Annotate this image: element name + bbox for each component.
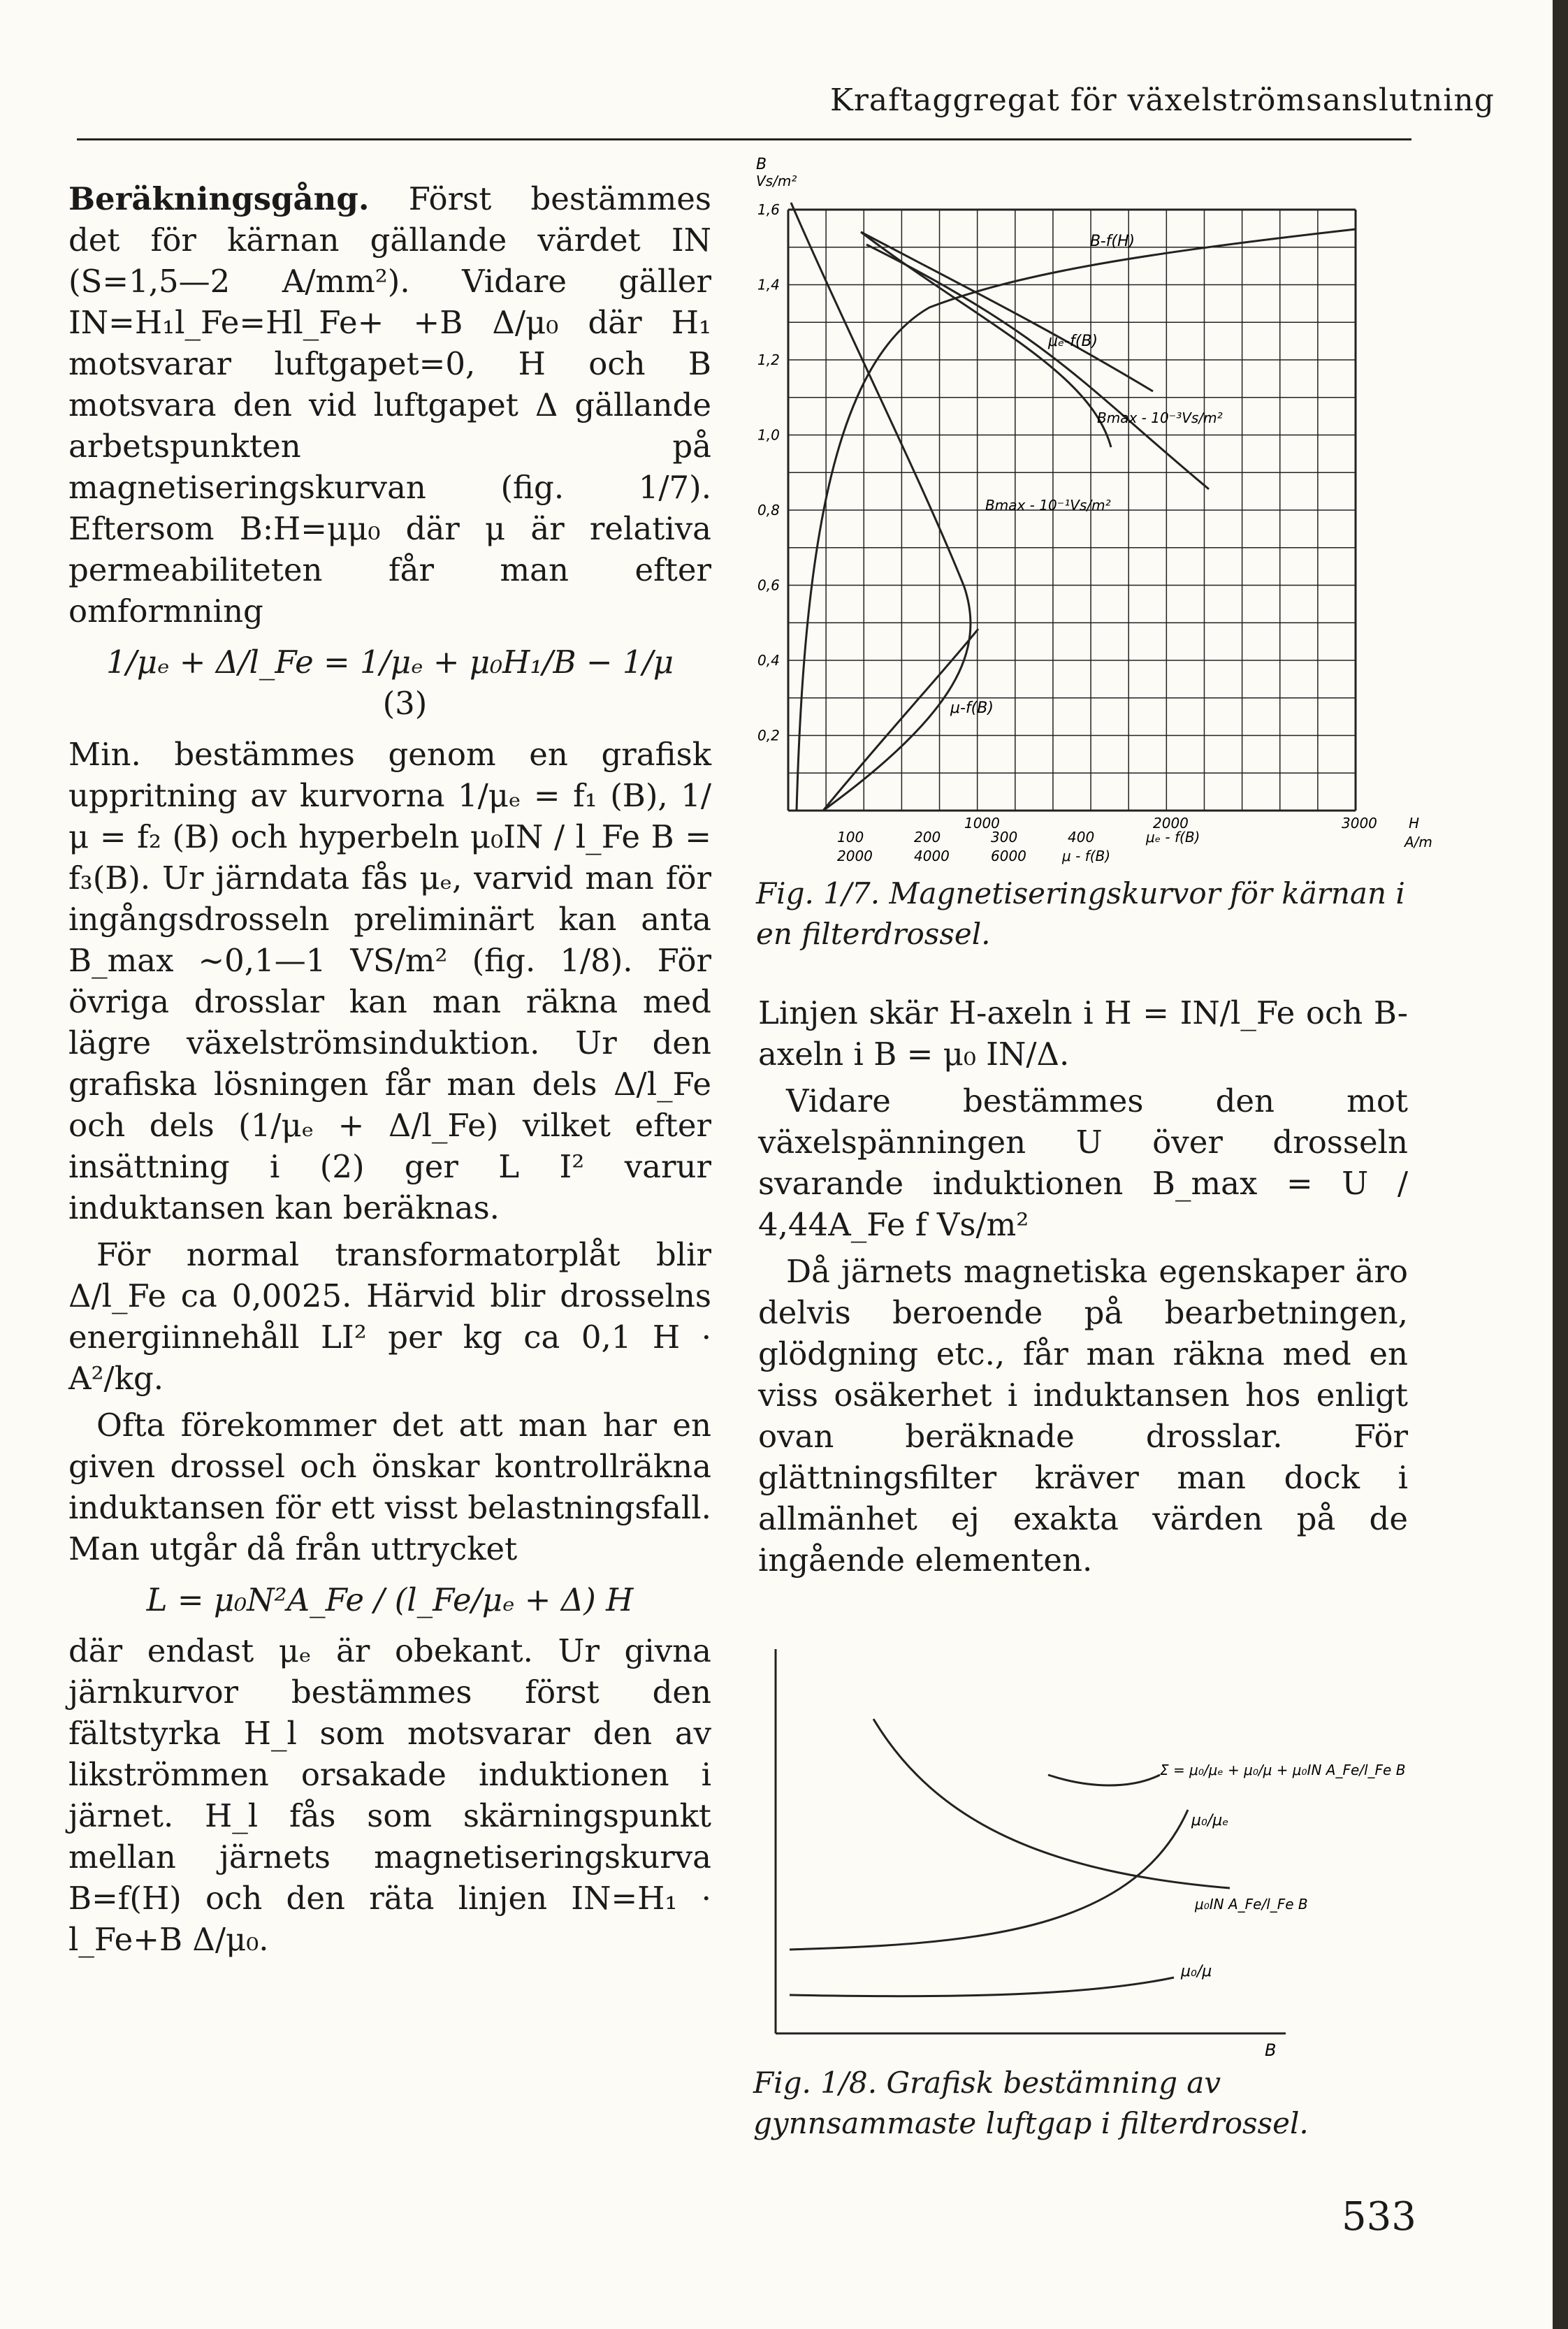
right-paragraph-3: Då järnets magnetiska egenskaper äro delvis beroende på bearbetningen, glödgning etc., får man räkna med en viss osäkerhet i induktansen hos enligt ovan beräknade drosslar. För glättningsfilter kräver man dock i allmänhet ej exakta värden på de ingående elementen. xyxy=(758,1253,1408,1579)
paragraph-1: Först bestämmes det för kärnan gällande värdet IN (S=1,5—2 A/mm²). Vidare gäller IN=H₁l_Fe=Hl_Fe+ +B Δ/μ₀ där H₁ motsvarar luftgapet=0, H och B motsvara den vid luftgapet Δ gällande arbetspunkten på magnetiseringskurvan (fig. 1/7). Eftersom B:H=μμ₀ där μ är relativa permeabiliteten får man efter omformning xyxy=(68,180,711,630)
fig17-y-tick: 1,0 xyxy=(757,426,780,444)
fig17-label-mue: μₑ-f(B) xyxy=(1048,333,1098,350)
fig18-x-axis: B xyxy=(1265,2040,1277,2060)
figure-1-7-chart xyxy=(755,154,1453,873)
fig17-y-title: B xyxy=(756,156,767,173)
right-paragraph-1: Linjen skär H-axeln i H = IN/l_Fe och B-axeln i B = μ₀ IN/Δ. xyxy=(758,994,1408,1073)
fig17-label-bh: B-f(H) xyxy=(1090,233,1135,250)
fig18-label-mu0mu: μ₀/μ xyxy=(1181,1963,1212,1980)
fig17-y-unit: Vs/m² xyxy=(756,173,797,189)
fig17-x-row2-label: μₑ - f(B) xyxy=(1146,829,1200,846)
fig17-y-tick: 1,2 xyxy=(757,351,780,368)
fig17-label-bmax1: Bmax - 10⁻¹Vs/m² xyxy=(985,497,1111,514)
fig17-x-row2-tick: 300 xyxy=(991,829,1018,846)
page-number: 533 xyxy=(1342,2194,1416,2240)
fig17-x-row3-tick: 4000 xyxy=(914,848,950,864)
fig18-caption: Fig. 1/8. Grafisk bestämning av gynnsammaste luftgap i filterdrossel. xyxy=(753,2066,1309,2140)
fig18-label-sum: Σ = μ₀/μₑ + μ₀/μ + μ₀IN A_Fe/l_Fe B xyxy=(1160,1762,1406,1778)
fig18-label-mu0mue: μ₀/μₑ xyxy=(1191,1812,1229,1829)
fig17-x-unit-bottom: A/m xyxy=(1404,834,1432,850)
left-column xyxy=(68,178,711,1966)
paragraph-3: För normal transformatorplåt blir Δ/l_Fe ca 0,0025. Härvid blir drosselns energiinnehåll LI² per kg ca 0,1 H · A²/kg. xyxy=(68,1236,711,1397)
right-column xyxy=(758,992,1408,1586)
fig17-x-tick: 1000 xyxy=(964,815,1000,832)
fig17-x-tick: 3000 xyxy=(1342,815,1377,832)
paragraph-4: Ofta förekommer det att man har en given drossel och önskar kontrollräkna induktansen för ett visst belastningsfall. Man utgår då från uttrycket xyxy=(68,1407,711,1567)
equation-L: L = μ₀N²A_Fe / (l_Fe/μₑ + Δ) H xyxy=(146,1581,634,1618)
fig17-x-row2-tick: 200 xyxy=(914,829,941,846)
paragraph-2: Min. bestämmes genom en grafisk uppritning av kurvorna 1/μₑ = f₁ (B), 1/μ = f₂ (B) och hyperbeln μ₀IN / l_Fe B = f₃(B). Ur järndata fås μₑ, varvid man för ingångsdrosseln preliminärt kan anta B_max ∼0,1—1 VS/m² (fig. 1/8). För övriga drosslar kan man räkna med lägre växelströmsinduktion. Ur den grafiska lösningen får man dels Δ/l_Fe och dels (1/μₑ + Δ/l_Fe) vilket efter insättning i (2) ger L I² varur induktansen kan beräknas. xyxy=(68,736,711,1226)
fig17-x-tick: 2000 xyxy=(1153,815,1189,832)
fig17-x-row2-tick: 100 xyxy=(837,829,864,846)
fig17-x-row3-tick: 6000 xyxy=(991,848,1026,864)
fig17-y-tick: 0,4 xyxy=(757,652,780,669)
fig18-label-hyper: μ₀IN A_Fe/l_Fe B xyxy=(1195,1896,1308,1913)
equation-3-body: 1/μₑ + Δ/l_Fe = 1/μₑ + μ₀H₁/B − 1/μ xyxy=(106,644,674,681)
fig17-y-tick: 0,2 xyxy=(757,727,780,744)
page-edge xyxy=(1553,0,1568,2329)
fig17-y-tick: 0,8 xyxy=(757,502,780,518)
fig17-y-tick: 1,4 xyxy=(757,276,780,293)
paragraph-5: där endast μₑ är obekant. Ur givna järnkurvor bestämmes först den fältstyrka H_l som motsvarar den av likströmmen orsakade induktionen i järnet. H_l fås som skärningspunkt mellan järnets magnetiseringskurva B=f(H) och den räta linjen IN=H₁ · l_Fe+B Δ/μ₀. xyxy=(68,1632,711,1958)
fig17-label-mu: μ-f(B) xyxy=(950,699,994,717)
fig17-y-tick: 1,6 xyxy=(757,201,780,218)
fig17-x-row3-tick: 2000 xyxy=(837,848,873,864)
header-rule xyxy=(77,138,1411,140)
figure-1-8-chart xyxy=(755,1642,1425,2061)
section-heading: Beräkningsgång. xyxy=(68,180,370,217)
running-header: Kraftaggregat för växelströmsanslutning xyxy=(830,82,1495,118)
fig17-caption: Fig. 1/7. Magnetiseringskurvor för kärnan i en filterdrossel. xyxy=(756,876,1405,951)
fig17-label-bmax3: Bmax - 10⁻³Vs/m² xyxy=(1097,409,1223,426)
equation-3-number: (3) xyxy=(382,685,428,722)
fig17-x-row2-tick: 400 xyxy=(1068,829,1095,846)
fig17-x-row3-label: μ - f(B) xyxy=(1062,848,1111,864)
fig17-x-unit: H xyxy=(1409,815,1420,832)
equation-3 xyxy=(68,641,711,724)
right-paragraph-2: Vidare bestämmes den mot växelspänningen U över drosseln svarande induktionen B_max = U / 4,44A_Fe f Vs/m² xyxy=(758,1082,1408,1243)
fig17-y-tick: 0,6 xyxy=(757,576,780,594)
